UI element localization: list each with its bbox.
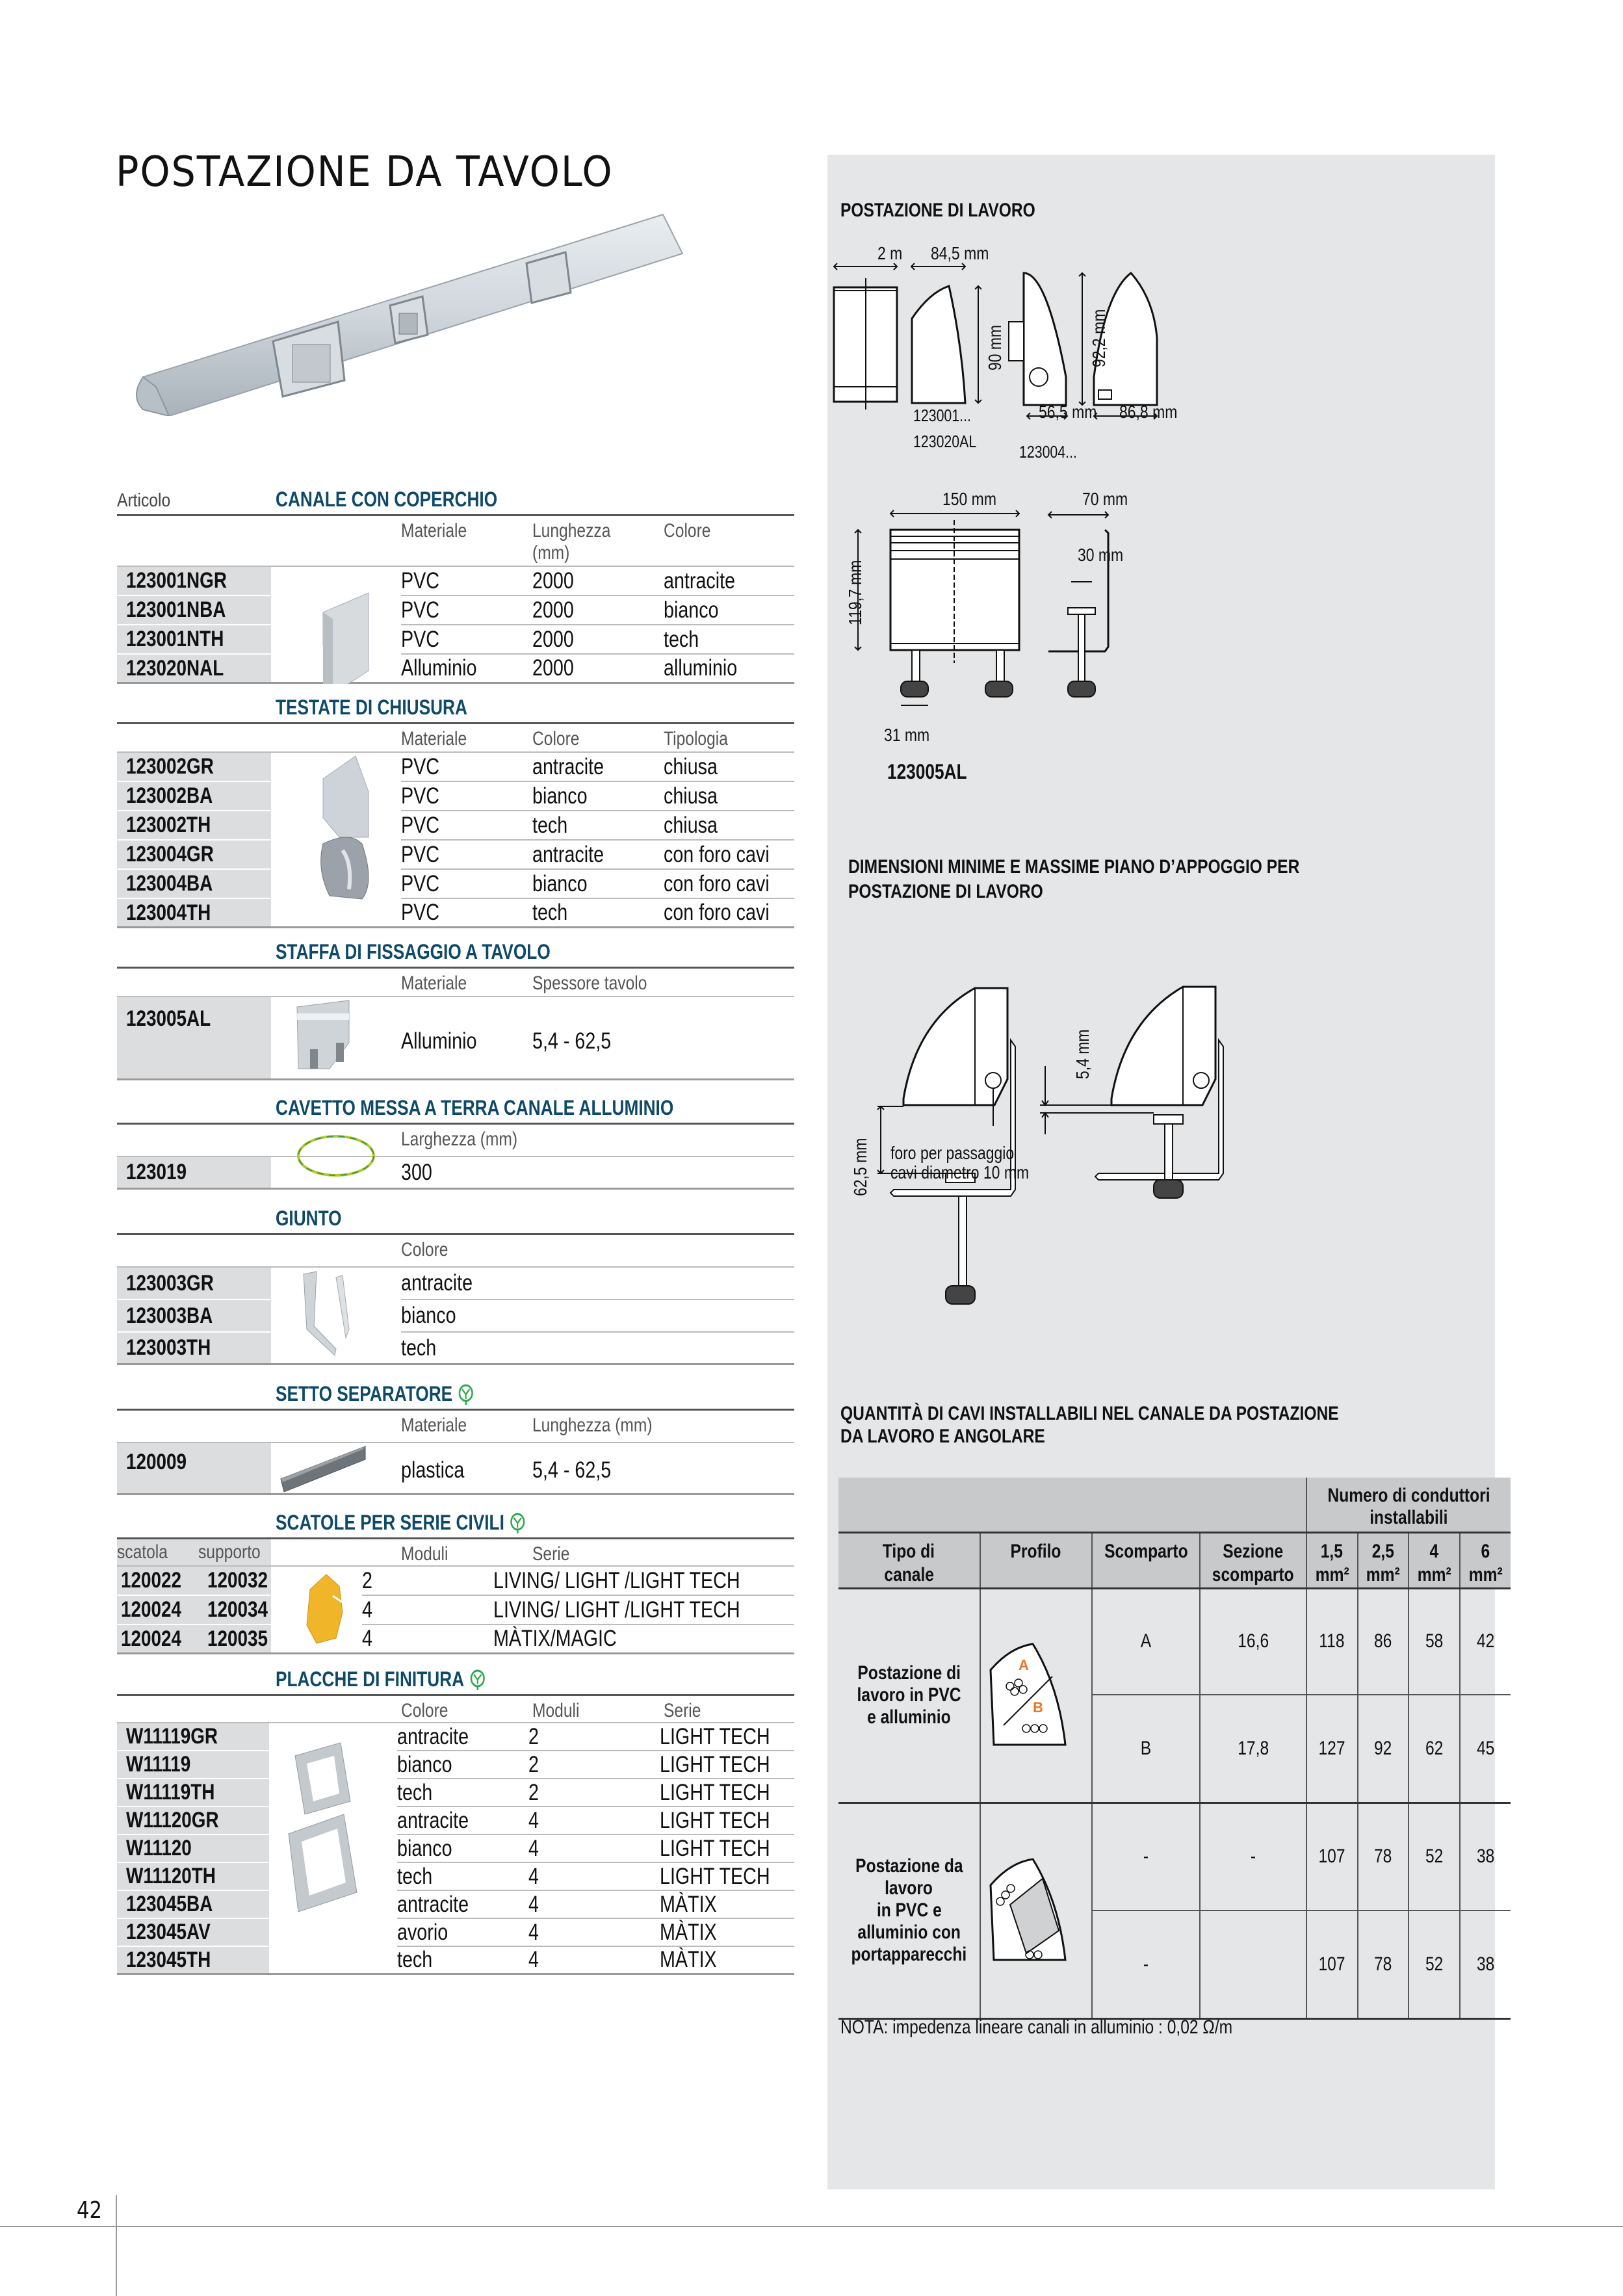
table-row: PVC bianco chiusa	[401, 782, 794, 811]
table-row: bianco 4 LIGHT TECH	[397, 1835, 794, 1863]
table-row: 4 MÀTIX/MAGIC	[362, 1625, 794, 1654]
dim-bracket-width: 150 mm	[942, 489, 996, 509]
group-header: Numero di conduttori installabili	[1306, 1478, 1511, 1532]
column-headers: Materiale Lunghezza (mm)	[117, 1411, 794, 1443]
article-code: W11120TH	[117, 1863, 269, 1891]
table-row: PVC 2000 antracite	[401, 567, 794, 596]
column-headers: Materiale Colore Tipologia	[117, 724, 794, 753]
section-title: PLACCHE DI FINITURA	[276, 1667, 486, 1694]
section-setto-separatore	[117, 1382, 794, 1495]
dim-height: 90 mm	[985, 324, 1005, 371]
section-canale-con-coperchio	[117, 488, 794, 684]
svg-text:B: B	[1032, 1699, 1043, 1715]
dim-bracket-height: 119,7 mm	[845, 560, 865, 625]
section-title: TESTATE DI CHIUSURA	[276, 696, 467, 719]
table-row: antracite 2 LIGHT TECH	[397, 1723, 794, 1751]
article-code: 123004GR	[117, 841, 271, 870]
dim-cap-height: 92,2 mm	[1089, 309, 1109, 367]
cable-quantity-table: Numero di conduttori installabili Tipo di canale Profilo Scomparto Sezione scomparto 1,5 mm² 2,5 mm² 4 mm² 6 mm² Postazione di lavoro in PVC e alluminio A B A 16,6 118 86 58 42 B 17,8 127 92 62 45 Postazione da lavoro in PVC e alluminio con portapparecchi - - 107 78 52 38 - 107 78 52 38	[838, 1478, 1511, 2020]
mount-title: POSTAZIONE DI LAVORO	[848, 881, 1043, 902]
table-row: bianco 2 LIGHT TECH	[397, 1751, 794, 1779]
page-number: 42	[77, 2197, 102, 2224]
desk-channel-product-image	[117, 202, 702, 416]
article-code: 123002GR	[117, 753, 271, 782]
table-row: Postazione da lavoro in PVC e alluminio con portapparecchi - - 107 78 52 38	[838, 1803, 1511, 1911]
table-row: PVC 2000 bianco	[401, 596, 794, 625]
article-code: 120022 120032	[117, 1567, 271, 1596]
hole-note: foro per passaggio	[890, 1143, 1015, 1163]
article-code: 120024 120034	[117, 1596, 271, 1625]
cables-title: DA LAVORO E ANGOLARE	[840, 1426, 1045, 1447]
section-placche-di-finitura	[117, 1667, 794, 1975]
article-code: 123045AV	[117, 1919, 269, 1947]
table-row: avorio 4 MÀTIX	[397, 1919, 794, 1947]
dim-bracket-depth: 70 mm	[1082, 489, 1128, 509]
footer-vertical-rule	[116, 2195, 117, 2296]
article-code: 123045TH	[117, 1947, 269, 1975]
dim-cap-depth: 56,5 mm	[1039, 402, 1097, 422]
imq-certification-icon	[469, 1669, 486, 1691]
section-title: CAVETTO MESSA A TERRA CANALE ALLUMINIO	[276, 1096, 674, 1119]
joint-image	[271, 1268, 401, 1365]
channel-type: Postazione da lavoro in PVC e alluminio con portapparecchi	[838, 1803, 980, 2018]
section-title: SCATOLE PER SERIE CIVILI	[276, 1511, 526, 1537]
article-code: 123001NBA	[117, 596, 271, 625]
article-code: 123003BA	[117, 1300, 271, 1333]
column-headers: Materiale Lunghezza (mm) Colore	[117, 516, 794, 567]
footer-divider	[0, 2226, 1623, 2227]
profile-ab-diagram	[981, 1634, 1091, 1751]
table-row: PVC 2000 tech	[401, 625, 794, 655]
article-code: W11119TH	[117, 1779, 269, 1807]
section-testate-di-chiusura	[117, 696, 794, 928]
dim-min-thickness: 5,4 mm	[1072, 1029, 1093, 1079]
article-code: 123020NAL	[117, 655, 271, 684]
section-giunto	[117, 1207, 794, 1365]
article-code: 123045BA	[117, 1891, 269, 1919]
article-code: 123005AL	[117, 997, 271, 1080]
table-row: PVC antracite chiusa	[401, 753, 794, 782]
column-headers: Colore Moduli Serie	[117, 1696, 794, 1723]
dim-width: 84,5 mm	[931, 243, 989, 263]
mount-title: DIMENSIONI MINIME E MASSIME PIANO D’APPOGGIO PER	[848, 856, 1300, 878]
article-code: 120009	[117, 1443, 271, 1495]
wiring-box-image	[271, 1567, 401, 1654]
section-title: STAFFA DI FISSAGGIO A TAVOLO	[276, 940, 551, 963]
article-code: 123002TH	[117, 811, 271, 841]
channel-code-label: 123001...	[913, 406, 971, 425]
table-row: antracite	[401, 1268, 794, 1300]
end-caps-image	[271, 753, 401, 935]
table-row: B 17,8 127 92 62 45	[838, 1695, 1511, 1803]
table-row: 4 LIVING/ LIGHT /LIGHT TECH	[362, 1596, 794, 1625]
table-row: PVC tech chiusa	[401, 811, 794, 841]
article-code: 123003GR	[117, 1268, 271, 1300]
table-row: PVC tech con foro cavi	[401, 899, 794, 928]
dim-max-thickness: 62,5 mm	[850, 1138, 870, 1196]
table-row: Postazione di lavoro in PVC e alluminio A B A 16,6 118 86 58 42	[838, 1588, 1511, 1695]
article-code: 123001NGR	[117, 567, 271, 596]
table-row: tech 4 MÀTIX	[397, 1947, 794, 1975]
channel-code-label: 123020AL	[913, 432, 977, 451]
article-code: 120024 120035	[117, 1625, 271, 1654]
article-code: 123001NTH	[117, 625, 271, 655]
table-row: bianco	[401, 1300, 794, 1333]
table-row: plastica 5,4 - 62,5	[401, 1443, 794, 1495]
table-row: antracite 4 MÀTIX	[397, 1891, 794, 1919]
table-row: tech 4 LIGHT TECH	[397, 1863, 794, 1891]
table-row: PVC antracite con foro cavi	[401, 841, 794, 870]
article-code: W11119GR	[117, 1723, 269, 1751]
svg-text:A: A	[1018, 1657, 1029, 1673]
article-column-label: Articolo	[117, 490, 171, 511]
article-code: W11119	[117, 1751, 269, 1779]
table-row: tech	[401, 1333, 794, 1365]
impedance-note: NOTA: impedenza lineare canali in alluminio : 0,02 Ω/m	[840, 2016, 1233, 2038]
table-row: tech 2 LIGHT TECH	[397, 1779, 794, 1807]
dim-cap-width: 86,8 mm	[1119, 402, 1178, 422]
dim-bracket-knob: 31 mm	[884, 725, 930, 745]
table-row: Alluminio 2000 alluminio	[401, 655, 794, 684]
column-headers: Colore	[117, 1235, 794, 1268]
cap-code-label: 123004...	[1019, 442, 1077, 462]
table-row: antracite 4 LIGHT TECH	[397, 1807, 794, 1835]
table-row: - 107 78 52 38	[838, 1911, 1511, 2018]
cover-plates-image	[269, 1723, 399, 1977]
column-headers: Larghezza (mm)	[117, 1125, 794, 1157]
grounding-cable-image	[271, 1118, 401, 1190]
table-bracket-image	[271, 997, 401, 1080]
section-staffa-di-fissaggio	[117, 940, 794, 1080]
section-title: SETTO SEPARATORE	[276, 1382, 474, 1409]
dim-bracket-pad: 30 mm	[1078, 545, 1124, 565]
section-cavetto-messa-a-terra	[117, 1096, 794, 1190]
dim-length: 2 m	[877, 243, 903, 263]
channel-cover-image	[271, 567, 401, 684]
table-row: 2 LIVING/ LIGHT /LIGHT TECH	[362, 1567, 794, 1596]
profile-device-holder-diagram	[981, 1849, 1091, 1966]
table-row: PVC bianco con foro cavi	[401, 870, 794, 899]
section-title: GIUNTO	[276, 1207, 342, 1230]
bracket-dimension-drawing	[838, 494, 1202, 715]
section-scatole-serie-civili	[117, 1511, 794, 1654]
table-row: 300	[401, 1157, 794, 1190]
article-code: 123004BA	[117, 870, 271, 899]
hole-note: cavi diametro 10 mm	[890, 1162, 1030, 1182]
imq-certification-icon	[510, 1512, 526, 1534]
article-code: W11120GR	[117, 1807, 269, 1835]
imq-certification-icon	[458, 1383, 474, 1405]
table-row: Alluminio 5,4 - 62,5	[401, 997, 794, 1080]
column-headers: Materiale Spessore tavolo	[117, 969, 794, 997]
section-title: CANALE CON COPERCHIO	[276, 488, 498, 511]
article-code: 123002BA	[117, 782, 271, 811]
workstation-title: POSTAZIONE DI LAVORO	[840, 200, 1035, 221]
article-code: 123003TH	[117, 1333, 271, 1365]
product-catalog	[117, 488, 794, 1975]
column-headers: scatola supporto Moduli Serie	[117, 1539, 794, 1567]
bracket-code: 123005AL	[887, 760, 967, 783]
cables-title: QUANTITÀ DI CAVI INSTALLABILI NEL CANALE DA POSTAZIONE	[840, 1403, 1339, 1424]
article-code: 123004TH	[117, 899, 271, 928]
article-code: W11120	[117, 1835, 269, 1863]
page-title: POSTAZIONE DA TAVOLO	[116, 148, 614, 196]
article-code: 123019	[117, 1157, 271, 1190]
separator-image	[271, 1443, 401, 1495]
mount-range-drawing	[845, 936, 1300, 1346]
channel-type: Postazione di lavoro in PVC e alluminio	[838, 1588, 980, 1803]
